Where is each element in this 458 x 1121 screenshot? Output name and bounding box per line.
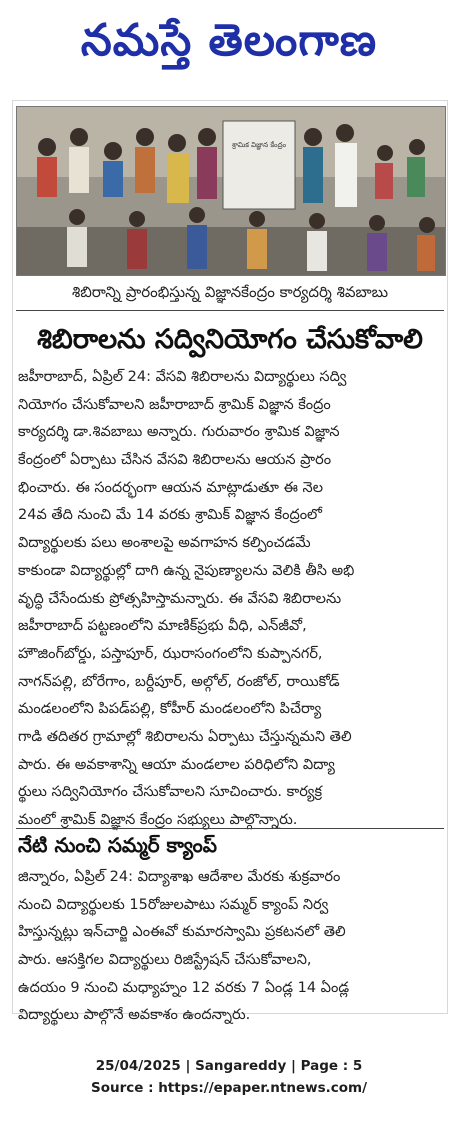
article-line: హిస్తున్నట్లు ఇన్‌చార్జి ఎంఈవో కుమారస్వామి ప్రకటనలో తెలి — [18, 924, 346, 941]
article-line: జిన్నారం, ఏప్రిల్ 24: విద్యాశాఖ ఆదేశాల మేరకు శుక్రవారం — [18, 869, 341, 885]
footer-source-link[interactable]: Source : https://epaper.ntnews.com/ — [90, 1080, 368, 1096]
article-line: మంలో శ్రామిక్ విజ్ఞాన కేంద్రం సభ్యులు పాల్గొన్నారు. — [18, 812, 298, 828]
article-headline: శిబిరాలను సద్వినియోగం చేసుకోవాలి — [37, 324, 423, 355]
newspaper-masthead — [0, 0, 458, 92]
footer-date-page: 25/04/2025 | Sangareddy | Page : 5 — [95, 1058, 363, 1074]
article-line: గాడి తదితర గ్రామాల్లో శిబిరాలను ఏర్పాటు చేస్తున్నమని తెలి — [18, 728, 352, 745]
article-line: విద్యార్థులకు పలు అంశాలపై అవగాహన కల్పించడమే — [18, 535, 311, 552]
article-line: విద్యార్థులు పాల్గొనే అవకాశం ఉందన్నారు. — [18, 1007, 251, 1024]
article-body — [18, 364, 442, 835]
banner-board — [223, 121, 295, 209]
article-line: పారు. ఆసక్తిగల విద్యార్థులు రిజిస్ట్రేషన్ చేసుకోవాలని, — [18, 952, 312, 969]
article-line: కాకుండా విద్యార్థుల్లో దాగి ఉన్న నైపుణ్యాలను వెలికి తీసి అభి — [18, 562, 355, 579]
photo-illustration — [17, 107, 445, 275]
article-line: హౌజింగ్‌బోర్డు, పస్తాపూర్, ఝరాసంగంలోని కుప్పానగర్, — [18, 645, 323, 662]
article-line: 24వ తేది నుంచి మే 14 వరకు శ్రామిక్ విజ్ఞాన కేంద్రంలో — [18, 507, 322, 524]
article-line: ఉదయం 9 నుంచి మధ్యాహ్నం 12 వరకు 7 ఏండ్ల 14 ఏండ్ల — [18, 979, 350, 996]
article-line: నుంచి విద్యార్థులకు 15రోజులపాటు సమ్మర్ క్యాంప్ నిర్వ — [18, 896, 329, 913]
article-line: నాగన్‌పల్లి, బోరేగాం, బర్దీపూర్, అల్గోల్, రంజోల్, రాయికోడ్ — [18, 673, 340, 690]
banner-text: శ్రామిక విజ్ఞాన కేంద్రం — [231, 141, 287, 149]
article-line: భించారు. ఈ సందర్భంగా ఆయన మాట్లాడుతూ ఈ నెల — [18, 479, 324, 496]
article-line: వృద్ధి చేసేందుకు ప్రోత్సహిస్తామన్నారు. ఈ వేసవి శిబిరాలను — [18, 590, 342, 607]
article-line: జహీరాబాద్, ఏప్రిల్ 24: వేసవి శిబిరాలను విద్యార్థులు సద్వి — [18, 369, 347, 385]
divider-line — [16, 828, 444, 829]
article-body — [18, 864, 442, 1030]
article-line: కేంద్రంలో ఏర్పాటు చేసిన వేసవి శిబిరాలను ఆయన ప్రారం — [18, 452, 332, 469]
article-line: జహీరాబాద్ పట్టణంలోని మాణిక్‌ప్రభు వీధి, ఎన్‌జీవో, — [18, 618, 307, 635]
article-line: ర్థులు సద్వినియోగం చేసుకోవాలని సూచించారు. కార్యక్ర — [18, 784, 323, 801]
article-line: పారు. ఈ అవకాశాన్ని ఆయా మండలాల పరిధిలోని విద్యా — [18, 756, 335, 773]
article-subheadline: నేటి నుంచి సమ్మర్ క్యాంప్ — [18, 833, 217, 857]
article-line: మండలంలోని పిపడ్‌పల్లి, కోహీర్ మండలంలోని పిచేర్యా — [18, 701, 322, 718]
article-line: కార్యదర్శి డా.శివబాబు అన్నారు. గురువారం శ్రామిక విజ్ఞాన — [18, 424, 340, 441]
photo-caption: శిబిరాన్ని ప్రారంభిస్తున్న విజ్ఞానకేంద్రం కార్యదర్శి శివబాబు — [71, 283, 389, 301]
article-line: నియోగం చేసుకోవాలని జహీరాబాద్ శ్రామిక్ విజ్ఞాన కేంద్రం — [18, 396, 331, 413]
news-photo — [16, 106, 446, 276]
divider-line — [16, 310, 444, 311]
masthead-title: నమస్తే తెలంగాణ — [80, 15, 378, 66]
